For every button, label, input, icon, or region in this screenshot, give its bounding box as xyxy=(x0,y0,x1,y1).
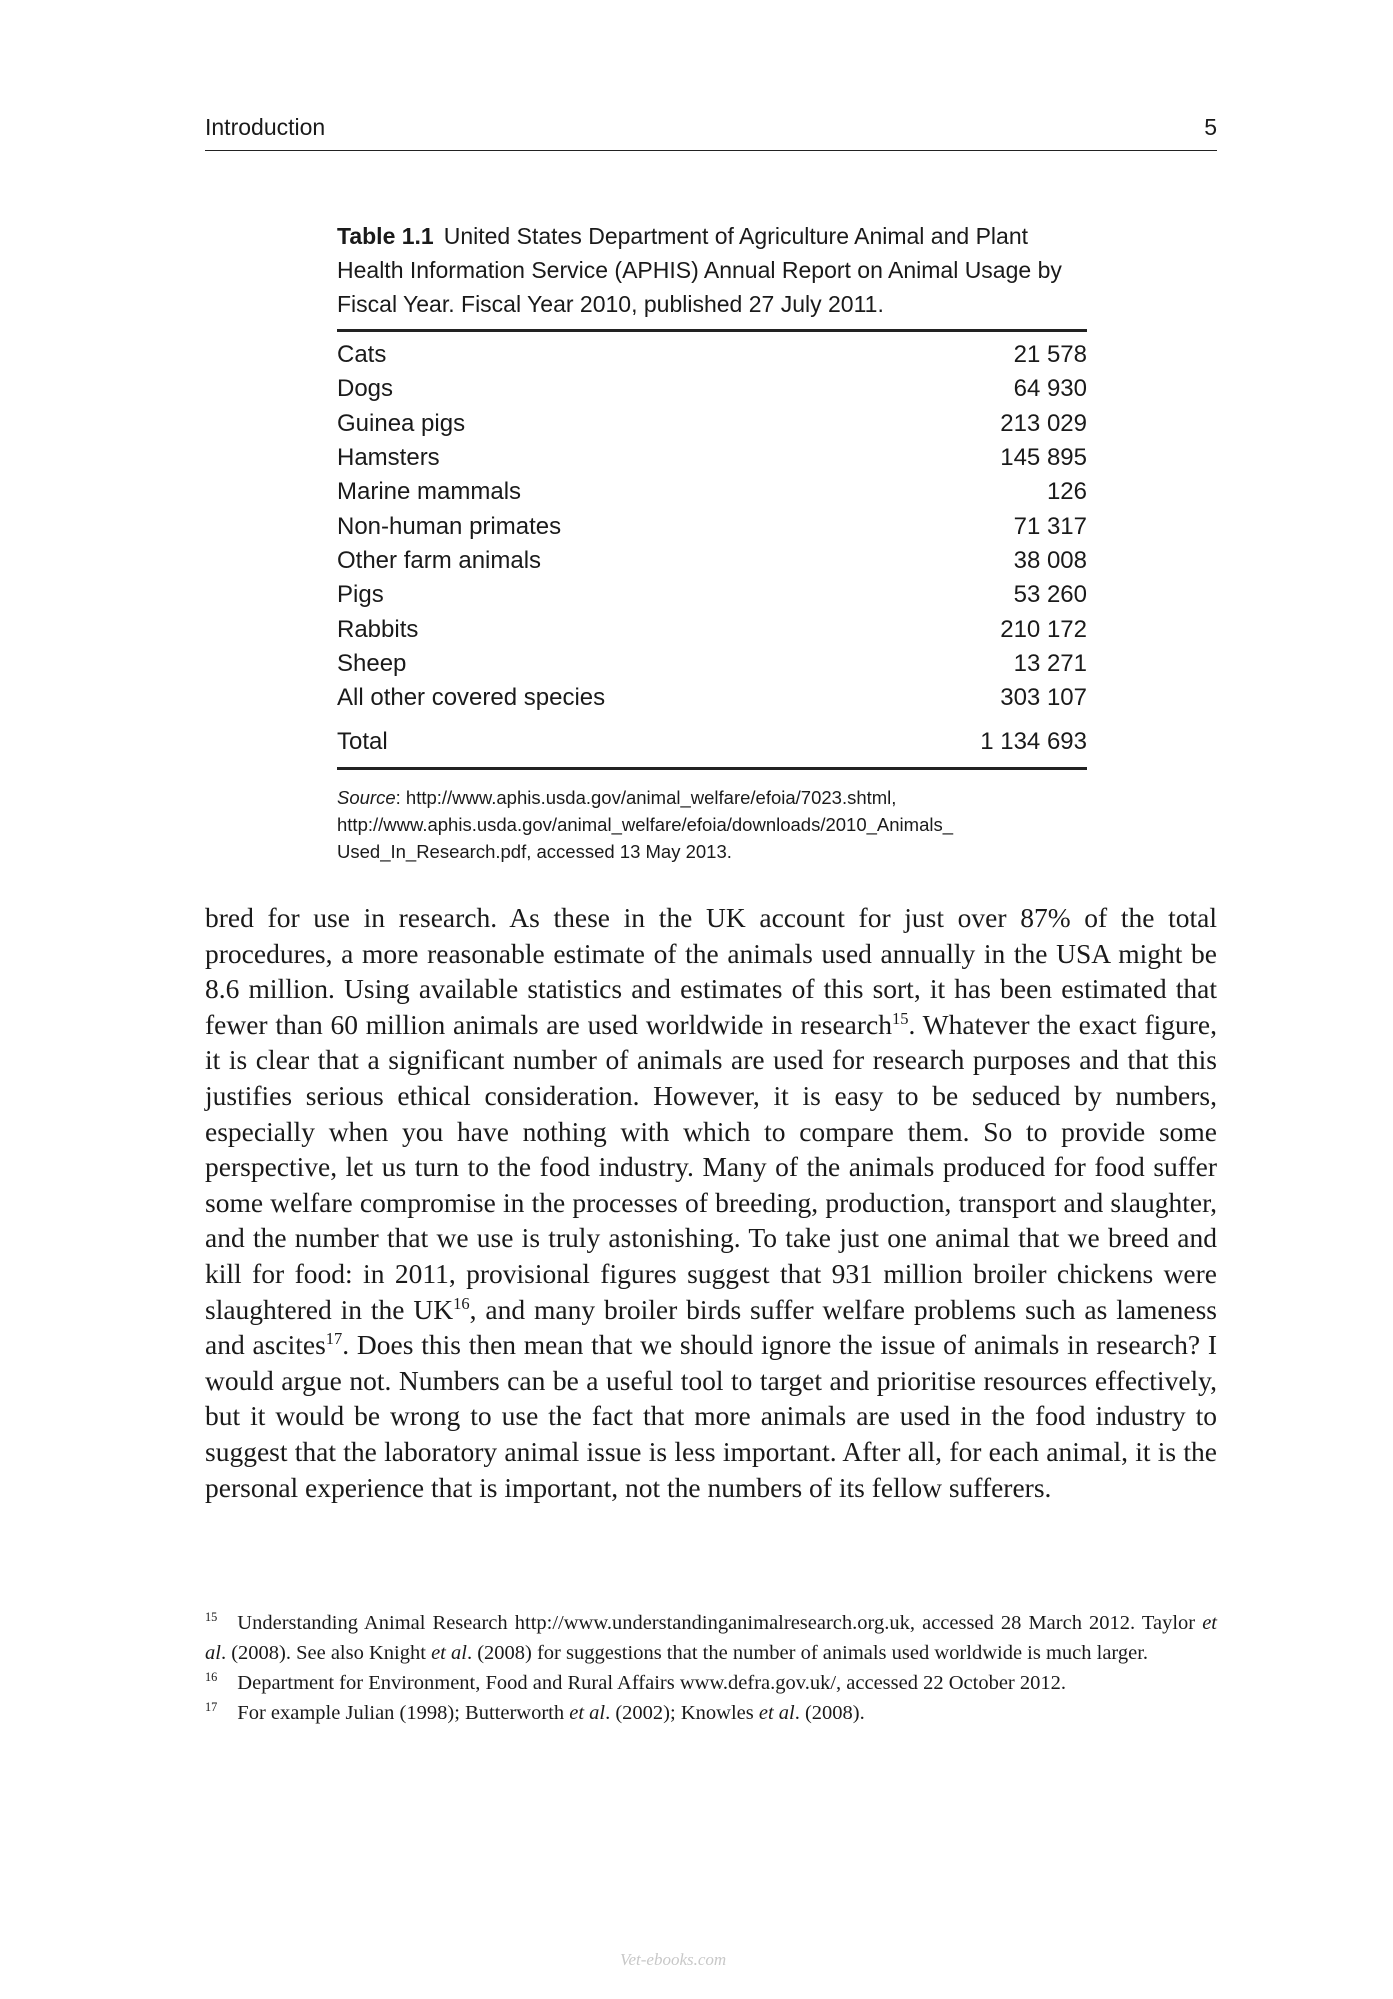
count-cell: 126 xyxy=(1046,478,1087,506)
count-cell: 303 107 xyxy=(1000,684,1087,712)
count-cell: 64 930 xyxy=(1013,375,1087,403)
footnote-text: For example Julian (1998); Butterworth xyxy=(237,1702,570,1724)
footnote-text: . (2008). See also Knight xyxy=(220,1642,432,1664)
footnote-number: 17 xyxy=(205,1700,218,1715)
footnote-text: Department for Environment, Food and Rural Affairs www.defra.gov.uk/, accessed 22 October 2012. xyxy=(237,1672,1066,1694)
footnote-number: 15 xyxy=(205,1610,218,1625)
species-cell: Non-human primates xyxy=(337,512,562,540)
body-text-1: bred for use in research. As these in the UK account for just over 87% of the total procedures, a more reasonable estimate of the animals used annually in the USA might be 8.6 million. Using available statistics and estimates of this sort, it has been estimated that fewer than 60 million animals are used worldwide in research xyxy=(205,902,1217,1040)
count-cell: 38 008 xyxy=(1013,546,1087,574)
footnote-text: et al xyxy=(205,1612,1217,1664)
species-cell: Marine mammals xyxy=(337,478,522,506)
count-cell: 53 260 xyxy=(1013,581,1087,609)
count-cell: 145 895 xyxy=(1000,444,1087,472)
table-row xyxy=(337,332,1087,372)
table-row xyxy=(337,509,1087,543)
footnote-17 xyxy=(205,1698,1217,1728)
table-row xyxy=(337,578,1087,612)
body-text-3: , and many broiler birds suffer welfare problems such as lameness and ascites xyxy=(205,1293,1217,1361)
table-body xyxy=(337,332,1087,715)
table-row xyxy=(337,441,1087,475)
table-total-row xyxy=(337,715,1087,763)
footnote-text: et al xyxy=(758,1702,795,1724)
table-caption-text: United States Department of Agriculture Animal and Plant Health Information Service (APHIS) Annual Report on Animal Usage by Fiscal Year. Fiscal Year 2010, published 27 July 2011. xyxy=(337,223,1062,317)
table-caption xyxy=(337,219,1087,321)
body-text-2: . Whatever the exact figure, it is clear that a significant number of animals are used for research purposes and that this justifies serious ethical consideration. However, it is easy to be seduced by numbers, especially when you have nothing with which to compare them. So to provide some perspective, let us turn to the food industry. Many of the animals produced for food suffer some welfare compromise in the processes of breeding, production, transport and slaughter, and the number that we use is truly astonishing. To take just one animal that we breed and kill for food: in 2011, provisional figures suggest that 931 million broiler chickens were slaughtered in the UK xyxy=(205,1008,1218,1325)
footnote-ref-16: 16 xyxy=(453,1293,470,1313)
species-cell: All other covered species xyxy=(337,684,606,712)
species-cell: Rabbits xyxy=(337,615,419,643)
species-cell: Dogs xyxy=(337,375,394,403)
table-row xyxy=(337,612,1087,646)
footnote-text: Understanding Animal Research http://www.understandinganimalresearch.org.uk, accessed 28 March 2012. Taylor xyxy=(237,1612,1203,1634)
animal-usage-table xyxy=(337,332,1087,763)
footnote-text: et al xyxy=(431,1642,467,1664)
count-cell: 210 172 xyxy=(1000,615,1087,643)
table-bottom-rule xyxy=(337,767,1087,770)
source-label: Source xyxy=(337,787,396,809)
species-cell: Cats xyxy=(337,341,387,369)
footnotes xyxy=(205,1608,1217,1728)
footnote-text: . (2008). xyxy=(794,1702,865,1724)
footnote-text: . (2002); Knowles xyxy=(605,1702,759,1724)
body-text-4: . Does this then mean that we should ignore the issue of animals in research? I would argue not. Numbers can be a useful tool to target and prioritise resources effectively, but it would be wrong to use the fact that more animals are used in the food industry to suggest that the laboratory animal issue is less important. After all, for each animal, it is the personal experience that is important, not the numbers of its fellow sufferers. xyxy=(205,1329,1217,1503)
table-block xyxy=(337,219,1087,865)
footnote-ref-17: 17 xyxy=(325,1328,343,1348)
footnote-text: . (2008) for suggestions that the number of animals used worldwide is much larger. xyxy=(466,1642,1149,1664)
table-label: Table 1.1 xyxy=(337,223,434,249)
species-cell: Pigs xyxy=(337,581,384,609)
page-number: 5 xyxy=(1204,114,1217,140)
table-row xyxy=(337,407,1087,441)
table-row xyxy=(337,372,1087,406)
species-cell: Other farm animals xyxy=(337,546,542,574)
total-label: Total xyxy=(337,728,388,756)
running-head xyxy=(205,110,1217,151)
footnote-15 xyxy=(205,1608,1217,1668)
count-cell: 13 271 xyxy=(1013,649,1087,677)
species-cell: Hamsters xyxy=(337,444,440,472)
source-text: : http://www.aphis.usda.gov/animal_welfare/efoia/7023.shtml, http://www.aphis.usda.gov/animal_welfare/efoia/downloads/2010_Animals_ Used_In_Research.pdf, accessed 13 May 2013. xyxy=(337,787,954,863)
body-paragraph xyxy=(205,900,1217,1505)
species-cell: Sheep xyxy=(337,649,407,677)
footnote-number: 16 xyxy=(205,1670,218,1685)
count-cell: 213 029 xyxy=(1000,409,1087,437)
footnote-text: et al xyxy=(569,1702,606,1724)
footnote-16 xyxy=(205,1668,1217,1698)
count-cell: 71 317 xyxy=(1013,512,1087,540)
table-row xyxy=(337,475,1087,509)
table-row xyxy=(337,647,1087,681)
count-cell: 21 578 xyxy=(1013,341,1087,369)
total-value: 1 134 693 xyxy=(980,728,1087,756)
table-row xyxy=(337,681,1087,715)
table-source-note xyxy=(337,784,1087,865)
watermark: Vet-ebooks.com xyxy=(620,1950,727,1969)
section-title: Introduction xyxy=(205,114,326,140)
footnote-ref-15: 15 xyxy=(892,1008,909,1028)
table-row xyxy=(337,544,1087,578)
species-cell: Guinea pigs xyxy=(337,409,466,437)
